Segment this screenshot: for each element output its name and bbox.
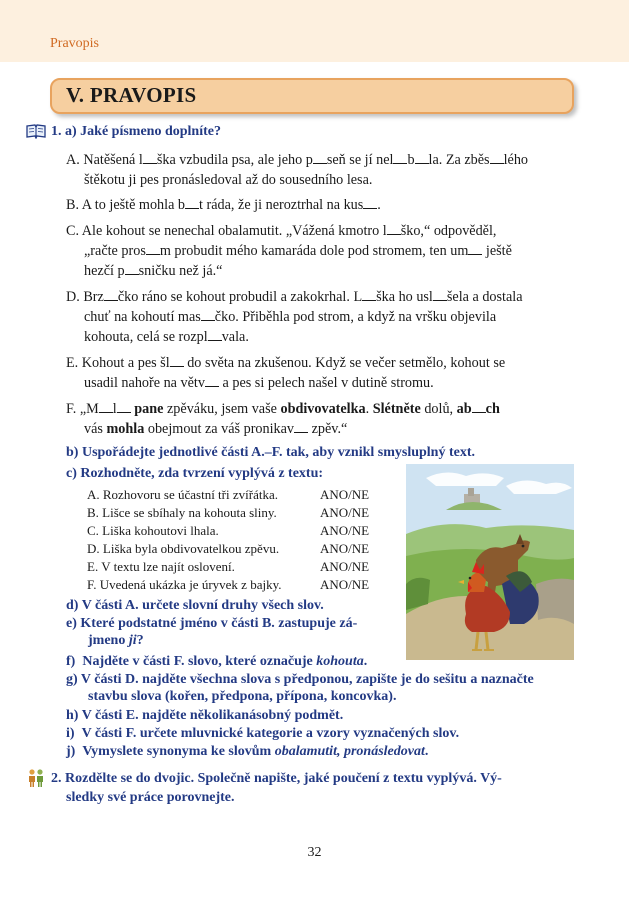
paragraph-a-line1: A. Natěšená l ška vzbudila psa, ale jeho p seň se jí nel b la. Za zběs lého: [66, 152, 529, 168]
paragraph-c-line2: „račte pros m probudit mého kamaráda dole pod stromem, ten um ještě: [84, 243, 512, 259]
paragraph-a-line2: štěkotu ji pes pronásledoval až do sousedního lesa.: [84, 172, 373, 188]
task-2-line1: 2. Rozdělte se do dvojic. Společně napište, jaké poučení z textu vyplývá. Vý-: [51, 771, 502, 786]
rooster-dog-illustration: [406, 464, 574, 660]
book-icon: [26, 123, 46, 139]
paragraph-e-line1: E. Kohout a pes šl do světa na zkušenou. Když se večer setmělo, kohout se: [66, 355, 506, 371]
task-1f: f) Najděte v části F. slovo, které označuje kohouta.: [66, 654, 368, 669]
task-1g-line1: g) V části D. najděte všechna slova s předponou, zapište je do sešitu a naznačte: [66, 672, 534, 687]
paragraph-e-line2: usadil nahoře na větv a pes si pelech našel v dutině stromu.: [84, 375, 434, 391]
answer-e: ANO/NE: [320, 559, 370, 574]
task-1b: b) Uspořádejte jednotlivé části A.–F. tak, aby vznikl smysluplný text.: [66, 445, 476, 460]
paragraph-c-line1: C. Ale kohout se nenechal obalamutit. „Vážená kmotro l ško,“ odpověděl,: [66, 223, 497, 239]
answer-c: ANO/NE: [320, 523, 370, 538]
answer-f: ANO/NE: [320, 577, 370, 592]
task-1i: i) V části F. určete mluvnické kategorie a vzory vyznačených slov.: [66, 726, 460, 741]
task-1g-line2: stavbu slova (kořen, předpona, přípona, koncovka).: [88, 689, 397, 704]
answer-d: ANO/NE: [320, 541, 370, 556]
paragraph-d-line3: kohouta, celá se rozpl vala.: [84, 329, 249, 345]
paragraph-c-line3: hezčí p sničku než já.“: [84, 263, 223, 279]
paragraph-f-line1: F. „M l pane zpěváku, jsem vaše obdivovatelka. Slétněte dolů, ab ch: [66, 401, 500, 417]
task-1e-line1: e) Které podstatné jméno v části B. zastupuje zá-: [66, 616, 358, 631]
task-1d: d) V části A. určete slovní druhy všech slov.: [66, 598, 324, 613]
section-title: Pravopis: [50, 36, 99, 51]
statement-e: E. V textu lze najít oslovení.: [87, 559, 235, 574]
pair-work-icon: [26, 768, 46, 788]
chapter-title: V. PRAVOPIS: [66, 83, 197, 107]
task-1-heading: 1. a) Jaké písmeno doplníte?: [51, 124, 221, 139]
page-header: [0, 0, 629, 62]
chapter-title-box: [50, 78, 574, 114]
page-number: 32: [307, 845, 322, 860]
statement-f: F. Uvedená ukázka je úryvek z bajky.: [87, 577, 282, 592]
task-1e-line2: jmeno ji?: [88, 633, 144, 648]
paragraph-d-line2: chuť na kohoutí mas čko. Přiběhla pod strom, a když na vršku objevila: [84, 309, 497, 325]
task-2-line2: sledky své práce porovnejte.: [66, 790, 235, 805]
statement-b: B. Lišce se sbíhaly na kohouta sliny.: [87, 505, 277, 520]
task-1c: c) Rozhodněte, zda tvrzení vyplývá z textu:: [66, 466, 324, 481]
answer-b: ANO/NE: [320, 505, 370, 520]
statement-a: A. Rozhovoru se účastní tři zvířátka.: [87, 487, 278, 502]
task-1j: j) Vymyslete synonyma ke slovům obalamutit, pronásledovat.: [66, 744, 429, 759]
answer-a: ANO/NE: [320, 487, 370, 502]
paragraph-d-line1: D. Brz čko ráno se kohout probudil a zakokrhal. L ška ho usl šela a dostala: [66, 289, 523, 305]
statement-c: C. Liška kohoutovi lhala.: [87, 523, 219, 538]
task-1h: h) V části E. najděte několikanásobný podmět.: [66, 708, 344, 723]
paragraph-b: B. A to ještě mohla b t ráda, že ji neroztrhal na kus .: [66, 197, 381, 213]
statement-d: D. Liška byla obdivovatelkou zpěvu.: [87, 541, 280, 556]
paragraph-f-line2: vás mohla obejmout za váš pronikav zpěv.“: [84, 421, 348, 437]
